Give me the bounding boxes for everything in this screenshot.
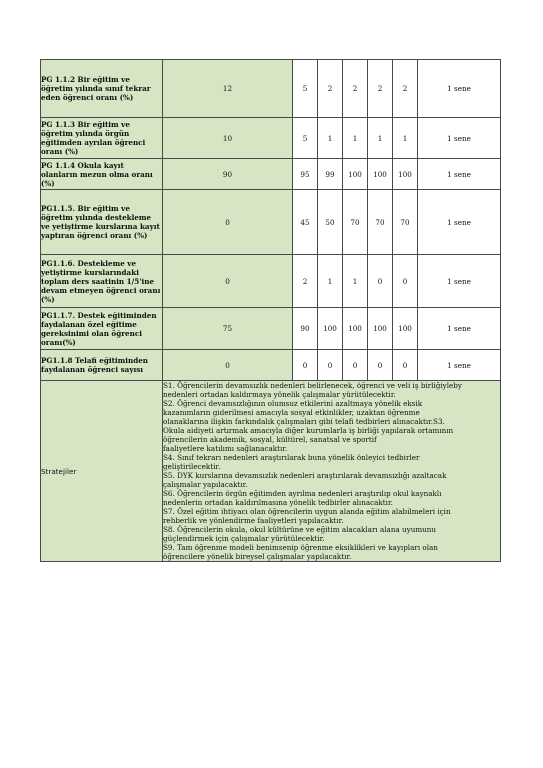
target-year-2: 1: [318, 255, 343, 308]
target-year-1: 0: [293, 350, 318, 381]
strategy-line: çalışmalar yapılacaktır.: [163, 480, 248, 489]
table-row: [41, 60, 501, 118]
reporting-period: 1 sene: [418, 159, 501, 190]
reporting-period: 1 sene: [418, 118, 501, 159]
target-year-4: 0: [368, 255, 393, 308]
target-year-5: 1: [393, 118, 418, 159]
target-year-4: 100: [368, 308, 393, 350]
reporting-period: 1 sene: [418, 350, 501, 381]
strategy-line: S5. DYK kurslarına devamsızlık nedenleri araştırılarak devamsızlığı azaltacak: [163, 471, 447, 480]
target-year-5: 100: [393, 308, 418, 350]
indicator-rows: [41, 60, 501, 562]
baseline-value: 75: [163, 308, 293, 350]
reporting-period: 1 sene: [418, 308, 501, 350]
reporting-period: 1 sene: [418, 255, 501, 308]
baseline-value: 0: [163, 255, 293, 308]
target-year-3: 70: [343, 190, 368, 255]
strategy-line: S9. Tam öğrenme modeli benimsenip öğrenme eksiklikleri ve kayıpları olan: [163, 543, 438, 552]
target-year-1: 45: [293, 190, 318, 255]
table-row: [41, 118, 501, 159]
strategy-line: olanaklarına ilişkin farkındalık çalışmaları gibi telafi tedbirleri alınacaktır.S3.: [163, 417, 445, 426]
strategy-line: rehberlik ve yönlendirme faaliyetleri yapılacaktır.: [163, 516, 344, 525]
target-year-1: 2: [293, 255, 318, 308]
strategy-line: S6. Öğrencilerin örgün eğitimden ayrılma nedenleri araştırılıp okul kaynaklı: [163, 489, 442, 498]
strategy-line: S4. Sınıf tekrarı nedenleri araştırılarak buna yönelik önleyici tedbirler: [163, 453, 420, 462]
strategies-label: Stratejiler: [41, 381, 163, 562]
strategy-line: öğrencilere yönelik bireysel çalışmalar yapılacaktır.: [163, 552, 352, 561]
target-year-2: 100: [318, 308, 343, 350]
indicator-label: PG1.1.7. Destek eğitiminden faydalanan özel eğitime gereksinimi olan öğrenci oranı(%): [41, 308, 163, 350]
reporting-period: 1 sene: [418, 60, 501, 118]
target-year-3: 0: [343, 350, 368, 381]
target-year-3: 1: [343, 255, 368, 308]
target-year-2: 1: [318, 118, 343, 159]
strategy-line: S1. Öğrencilerin devamsızlık nedenleri belirlenecek, öğrenci ve veli iş birliğiyleby: [163, 381, 462, 390]
strategy-line: faaliyetlere katılımı sağlanacaktır.: [163, 444, 288, 453]
target-year-5: 0: [393, 350, 418, 381]
target-year-2: 2: [318, 60, 343, 118]
target-year-4: 70: [368, 190, 393, 255]
target-year-5: 0: [393, 255, 418, 308]
strategy-line: güçlendirmek için çalışmalar yürütülecektir.: [163, 534, 325, 543]
strategy-line: nedenlerin ortadan kaldırılmasına yönelik tedbirler alınacaktır.: [163, 498, 393, 507]
indicator-label: PG 1.1.3 Bir eğitim ve öğretim yılında örgün eğitimden ayrılan öğrenci oranı (%): [41, 118, 163, 159]
reporting-period: 1 sene: [418, 190, 501, 255]
table-row: [41, 308, 501, 350]
target-year-4: 100: [368, 159, 393, 190]
strategy-line: S8. Öğrencilerin okula, okul kültürüne ve eğitim alacakları alana uyumunu: [163, 525, 437, 534]
indicator-label: PG 1.1.4 Okula kayıt olanların mezun olma oranı (%): [41, 159, 163, 190]
strategy-line: nedenleri ortadan kaldırmaya yönelik çalışmalar yürütülecektir.: [163, 390, 396, 399]
baseline-value: 10: [163, 118, 293, 159]
target-year-3: 1: [343, 118, 368, 159]
target-year-2: 99: [318, 159, 343, 190]
target-year-5: 70: [393, 190, 418, 255]
strategy-line: S7. Özel eğitim ihtiyacı olan öğrencilerin uygun alanda eğitim alabilmeleri için: [163, 507, 451, 516]
baseline-value: 0: [163, 190, 293, 255]
strategy-line: Okula aidiyeti artırmak amacıyla diğer kurumlarla iş birliği yapılarak ortamının: [163, 426, 454, 435]
target-year-1: 90: [293, 308, 318, 350]
target-year-1: 95: [293, 159, 318, 190]
target-year-5: 100: [393, 159, 418, 190]
strategy-line: öğrencilerin akademik, sosyal, kültürel, sanatsal ve sportif: [163, 435, 377, 444]
table-row: [41, 350, 501, 381]
baseline-value: 0: [163, 350, 293, 381]
target-year-5: 2: [393, 60, 418, 118]
target-year-3: 100: [343, 308, 368, 350]
target-year-4: 2: [368, 60, 393, 118]
indicator-label: PG 1.1.2 Bir eğitim ve öğretim yılında sınıf tekrar eden öğrenci oranı (%): [41, 60, 163, 118]
indicator-label: PG1.1.5. Bir eğitim ve öğretim yılında destekleme ve yetiştirme kurslarına kayıt yaptıran öğrenci oranı (%): [41, 190, 163, 255]
performance-indicator-table: [40, 59, 501, 562]
baseline-value: 90: [163, 159, 293, 190]
indicator-label: PG1.1.6. Destekleme ve yetiştirme kurslarındaki toplam ders saatinin 1/5'ine devam etmeyen öğrenci oranı (%): [41, 255, 163, 308]
target-year-2: 50: [318, 190, 343, 255]
indicator-label: PG1.1.8 Telafi eğitiminden faydalanan öğrenci sayısı: [41, 350, 163, 381]
strategy-line: geliştirilecektir.: [163, 462, 221, 471]
strategies-row: [41, 381, 501, 562]
target-year-1: 5: [293, 60, 318, 118]
target-year-2: 0: [318, 350, 343, 381]
strategies-text: [163, 381, 501, 562]
target-year-4: 1: [368, 118, 393, 159]
baseline-value: 12: [163, 60, 293, 118]
table-row: [41, 190, 501, 255]
target-year-3: 100: [343, 159, 368, 190]
target-year-3: 2: [343, 60, 368, 118]
strategy-line: S2. Öğrenci devamsızlığının olumsuz etkilerini azaltmaya yönelik eksik: [163, 399, 423, 408]
target-year-4: 0: [368, 350, 393, 381]
strategy-line: kazanımların giderilmesi amacıyla sosyal etkinlikler, uzaktan öğrenme: [163, 408, 420, 417]
table-row: [41, 159, 501, 190]
target-year-1: 5: [293, 118, 318, 159]
table-row: [41, 255, 501, 308]
